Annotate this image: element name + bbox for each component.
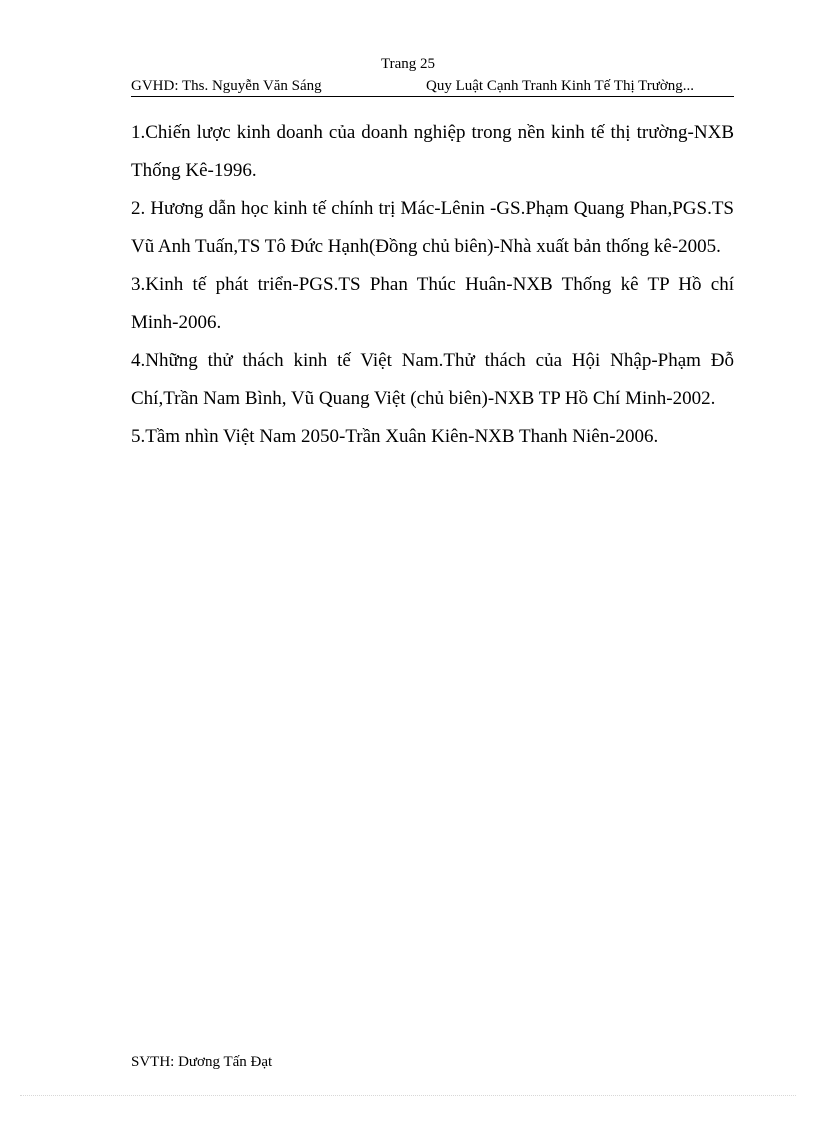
reference-item-4: 4.Những thử thách kinh tế Việt Nam.Thử thách của Hội Nhập-Phạm Đỗ Chí,Trần Nam Bình, Vũ Quang Việt (chủ biên)-NXB TP Hồ Chí Minh-2002. bbox=[131, 350, 734, 409]
reference-item-1: 1.Chiến lược kinh doanh của doanh nghiệp trong nền kinh tế thị trường-NXB Thống Kê-1996. bbox=[131, 122, 734, 181]
reference-item-5: 5.Tầm nhìn Việt Nam 2050-Trần Xuân Kiên-NXB Thanh Niên-2006. bbox=[131, 426, 659, 447]
page-bottom-divider bbox=[20, 1095, 796, 1096]
page-header bbox=[131, 76, 734, 97]
page-footer-student: SVTH: Dương Tấn Đạt bbox=[131, 1054, 273, 1070]
reference-item-3: 3.Kinh tế phát triển-PGS.TS Phan Thúc Huân-NXB Thống kê TP Hồ chí Minh-2006. bbox=[131, 274, 734, 333]
reference-item-2: 2. Hương dẫn học kinh tế chính trị Mác-Lênin -GS.Phạm Quang Phan,PGS.TS Vũ Anh Tuấn,TS Tô Đức Hạnh(Đồng chủ biên)-Nhà xuất bản thống kê-2005. bbox=[131, 198, 734, 257]
header-document-title: Quy Luật Cạnh Tranh Kinh Tế Thị Trường... bbox=[426, 78, 695, 94]
header-instructor: GVHD: Ths. Nguyễn Văn Sáng bbox=[131, 78, 322, 94]
page-number: Trang 25 bbox=[380, 56, 436, 72]
reference-list bbox=[131, 114, 734, 456]
